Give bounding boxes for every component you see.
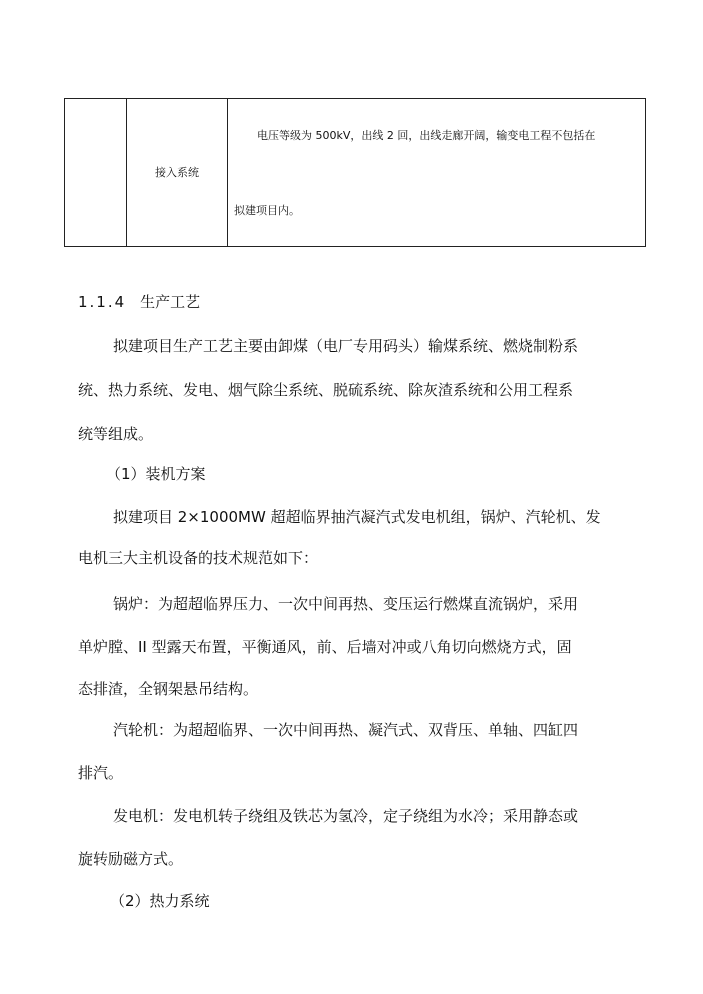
paragraph-line: 单炉膛、II 型露天布置，平衡通风，前、后墙对冲或八角切向燃烧方式，固	[78, 638, 572, 656]
table-cell-label: 接入系统	[127, 99, 228, 247]
paragraph-line: 态排渣，全钢架悬吊结构。	[78, 680, 259, 698]
section-number: 1.1.4	[78, 293, 127, 311]
grid-connection-table	[64, 98, 646, 247]
table-cell-description	[228, 99, 646, 247]
table-cell-empty	[65, 99, 127, 247]
paragraph-line: 排汽。	[78, 764, 124, 782]
table-row	[65, 99, 646, 247]
paragraph-line: 统等组成。	[78, 425, 154, 443]
section-heading	[78, 292, 200, 312]
subheading: （1）装机方案	[106, 465, 206, 483]
subheading: （2）热力系统	[110, 892, 210, 910]
paragraph-line: 锅炉：为超超临界压力、一次中间再热、变压运行燃煤直流锅炉，采用	[113, 595, 579, 613]
paragraph-line: 发电机：发电机转子绕组及铁芯为氢冷，定子绕组为水冷；采用静态或	[113, 807, 579, 825]
paragraph-line: 统、热力系统、发电、烟气除尘系统、脱硫系统、除灰渣系统和公用工程系	[78, 381, 574, 399]
section-title: 生产工艺	[140, 293, 201, 311]
paragraph-line: 汽轮机：为超超临界、一次中间再热、凝汽式、双背压、单轴、四缸四	[113, 721, 579, 739]
paragraph-line: 拟建项目生产工艺主要由卸煤（电厂专用码头）输煤系统、燃烧制粉系	[113, 337, 579, 355]
paragraph-line: 拟建项目 2×1000MW 超超临界抽汽凝汽式发电机组，锅炉、汽轮机、发	[113, 508, 601, 526]
table-cell-text-line: 拟建项目内。	[234, 204, 300, 217]
table-cell-text-line: 电压等级为 500kV，出线 2 回，出线走廊开阔，输变电工程不包括在	[257, 129, 596, 142]
paragraph-line: 电机三大主机设备的技术规范如下：	[78, 549, 319, 567]
paragraph-line: 旋转励磁方式。	[78, 850, 184, 868]
